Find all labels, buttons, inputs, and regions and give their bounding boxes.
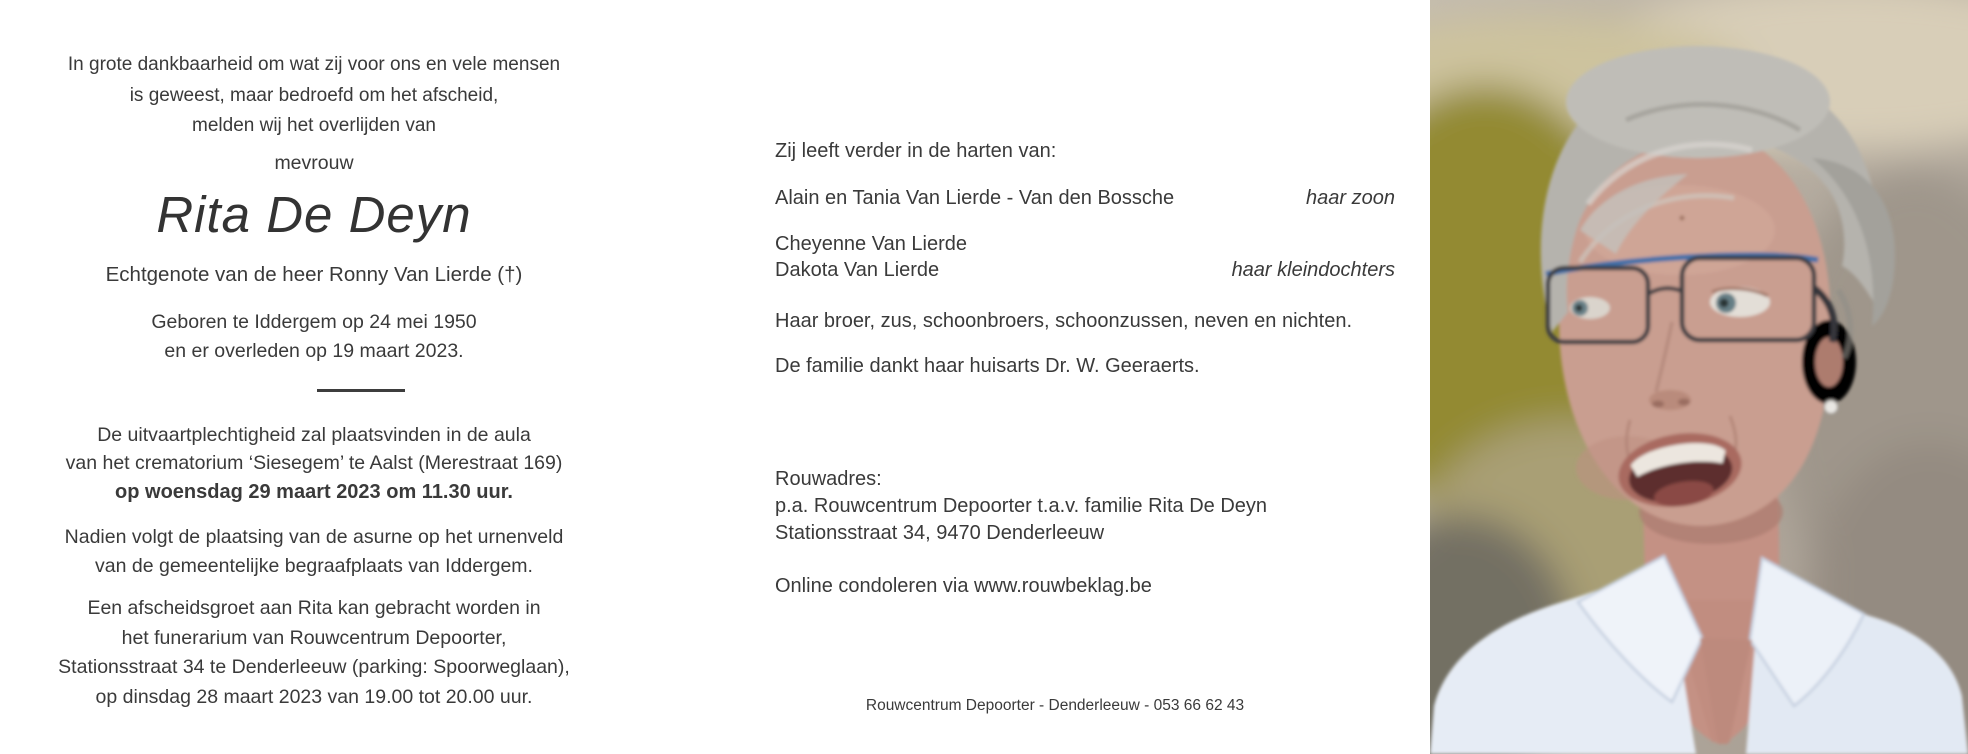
urn-line: Nadien volgt de plaatsing van de asurne op het urnenveld: [64, 526, 564, 548]
birth-death-paragraph: [44, 308, 584, 366]
family-entry-son: [775, 186, 1395, 210]
intro-line: In grote dankbaarheid om wat zij voor ons en vele mensen: [67, 54, 561, 75]
mourning-address-line: Stationsstraat 34, 9470 Denderleeuw: [775, 522, 1105, 544]
mourning-address-label: Rouwadres:: [775, 468, 882, 490]
thanks-line: De familie dankt haar huisarts Dr. W. Geeraerts.: [775, 355, 1200, 377]
intro-line: melden wij het overlijden van: [192, 115, 436, 136]
family-heading: Zij leeft verder in de harten van:: [775, 140, 1057, 162]
ear-inner: [1815, 337, 1843, 387]
service-paragraph: [44, 421, 584, 507]
divider: [317, 389, 405, 392]
service-line: De uitvaartplechtigheid zal plaatsvinden in de aula: [97, 423, 531, 446]
urn-paragraph: [44, 523, 584, 581]
announcement-column: [44, 0, 584, 712]
spouse-line: Echtgenote van de heer Ronny Van Lierde (†): [105, 263, 523, 286]
family-names: Dakota Van Lierde: [775, 259, 940, 281]
family-name-row: [775, 257, 1395, 283]
mourning-address-block: [775, 466, 1395, 547]
farewell-line: Een afscheidsgroet aan Rita kan gebracht worden in: [87, 597, 541, 619]
farewell-line: Stationsstraat 34 te Denderleeuw (parking: Spoorweglaan),: [58, 656, 570, 678]
family-column: [775, 0, 1395, 715]
deceased-name: Rita De Deyn: [156, 186, 472, 243]
service-line: van het crematorium ‘Siesegem’ te Aalst (Merestraat 169): [65, 452, 563, 474]
farewell-line: het funerarium van Rouwcentrum Depoorter,: [121, 626, 507, 649]
right-eye-pupil: [1720, 299, 1729, 308]
urn-line: van de gemeentelijke begraafplaats van Iddergem.: [95, 555, 533, 577]
farewell-line: op dinsdag 28 maart 2023 van 19.00 tot 20.00 uur.: [95, 685, 533, 708]
family-names: Cheyenne Van Lierde: [775, 233, 967, 255]
online-condolence-line: Online condoleren via www.rouwbeklag.be: [775, 575, 1152, 597]
relatives-line: Haar broer, zus, schoonbroers, schoonzussen, neven en nichten.: [775, 310, 1353, 332]
left-eye-pupil: [1576, 305, 1583, 312]
family-relation: haar zoon: [1306, 187, 1395, 209]
nostril: [1678, 399, 1690, 406]
service-datetime-line: op woensdag 29 maart 2023 om 11.30 uur.: [115, 480, 513, 503]
funeral-home-footer: Rouwcentrum Depoorter - Denderleeuw - 053 66 62 43: [865, 697, 1245, 714]
intro-line: is geweest, maar bedroefd om het afscheid,: [129, 84, 499, 106]
family-name-row: [775, 231, 1395, 257]
mourning-address-line: p.a. Rouwcentrum Depoorter t.a.v. familie Rita De Deyn: [775, 495, 1268, 517]
birth-line: Geboren te Iddergem op 24 mei 1950: [151, 311, 477, 333]
family-relation: haar kleindochters: [1231, 259, 1395, 281]
family-names: Alain en Tania Van Lierde - Van den Bossche: [775, 187, 1175, 209]
death-line: en er overleden op 19 maart 2023.: [164, 340, 464, 362]
intro-paragraph: [44, 50, 584, 142]
farewell-paragraph: [44, 594, 584, 712]
forehead-mole: [1680, 216, 1685, 221]
portrait-photo: [1430, 0, 1968, 754]
nostril: [1652, 401, 1664, 408]
salutation: mevrouw: [274, 151, 354, 174]
portrait-photo-canvas: [1430, 0, 1968, 754]
family-entry-granddaughters: [775, 231, 1395, 283]
portrait-earring: [1824, 400, 1838, 414]
